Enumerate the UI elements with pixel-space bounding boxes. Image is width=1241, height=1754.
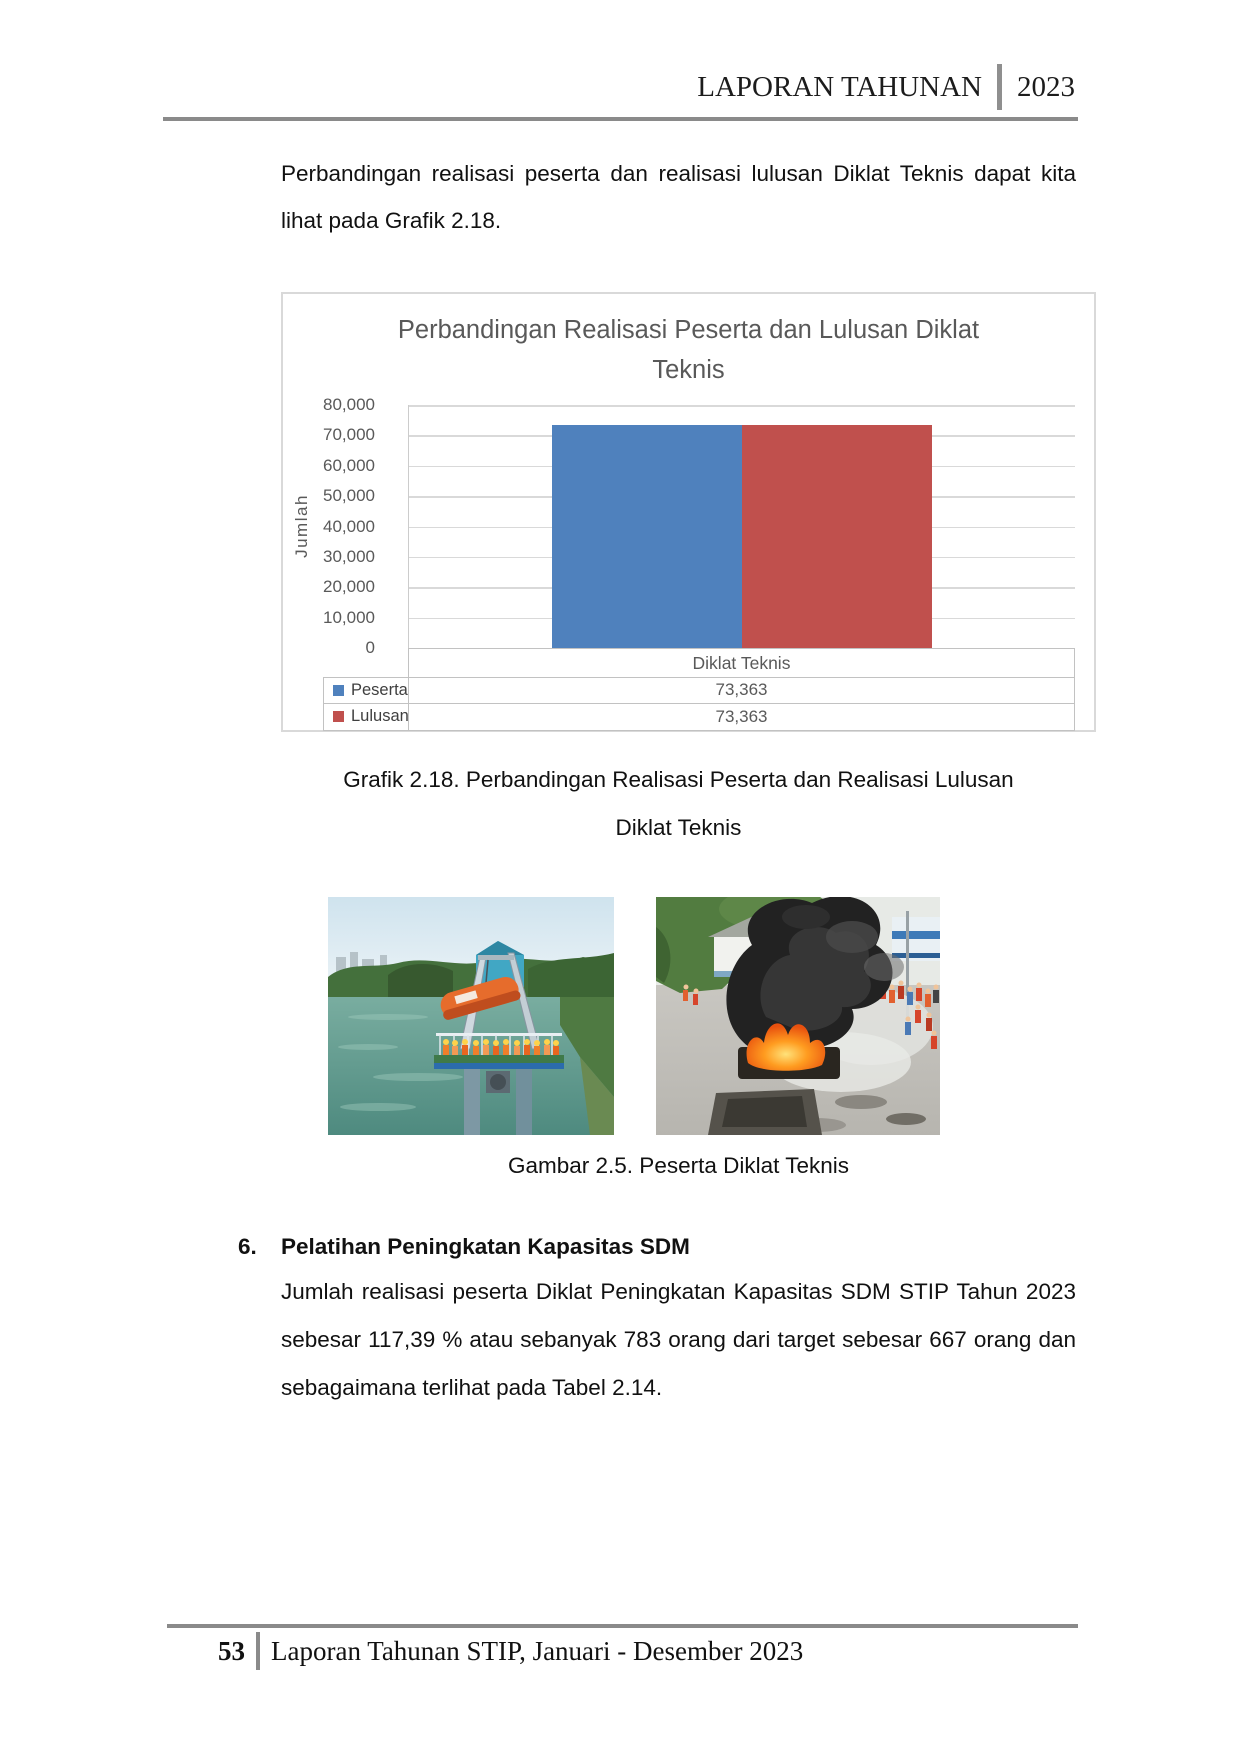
y-tick-label: 60,000 [323,455,375,475]
photo-row [328,897,940,1135]
chart-y-axis-ticks [283,395,393,657]
lifeboat-training-photo [328,897,614,1135]
legend-series-value: 73,363 [715,680,768,699]
y-tick-label: 30,000 [323,546,375,566]
chart-y-axis-label: Jumlah [292,494,311,558]
header-rule [163,117,1078,121]
y-tick-label: 40,000 [323,516,375,536]
page-header [163,64,1075,110]
legend-swatch-icon [333,711,344,722]
y-tick-label: 10,000 [323,607,375,627]
section-number: 6. [238,1234,257,1259]
legend-series-name: Peserta [351,680,408,699]
legend-series-value: 73,363 [715,706,768,726]
legend-swatch-icon [333,685,344,696]
legend-series-name: Lulusan [351,707,409,725]
chart-title [283,310,1094,390]
y-tick-label: 50,000 [323,486,375,506]
page-number: 53 [218,1635,245,1666]
chart-title-line2: Teknis [652,356,725,384]
chart-legend-table [323,677,1075,731]
intro-paragraph: Perbandingan realisasi peserta dan realisasi lulusan Diklat Teknis dapat kita lihat pada Grafik 2.18. [281,161,1076,233]
y-tick-label: 20,000 [323,577,375,597]
bar-lulusan [742,425,932,648]
y-tick-label: 70,000 [323,425,375,445]
chart-caption [281,756,1076,852]
chart-caption-line1: Grafik 2.18. Perbandingan Realisasi Peserta dan Realisasi Lulusan [343,767,1014,792]
photo-caption: Gambar 2.5. Peserta Diklat Teknis [508,1153,849,1178]
chart-category-row [408,648,1075,678]
header-year: 2023 [1017,70,1075,103]
y-tick-label: 0 [365,638,375,657]
bars-group [409,405,1075,648]
bar-chart [281,292,1096,732]
chart-title-line1: Perbandingan Realisasi Peserta dan Lulusan Diklat [397,316,980,344]
bar-peserta [552,425,742,648]
section-paragraph: Jumlah realisasi peserta Diklat Peningkatan Kapasitas SDM STIP Tahun 2023 sebesar 117,39 % atau sebanyak 783 orang dari target sebesar 667 orang dan sebagaimana terlihat pada Tabel 2.14. [281,1279,1076,1400]
legend-row-peserta [323,677,1075,704]
chart-plot-area [408,405,1075,648]
footer-rule [167,1624,1078,1628]
page-footer [218,1632,803,1670]
footer-text: Laporan Tahunan STIP, Januari - Desember 2023 [271,1635,804,1666]
legend-label-cell [324,704,409,730]
header-title: LAPORAN TAHUNAN [697,70,982,103]
chart-category-label: Diklat Teknis [692,652,791,673]
legend-label-cell [324,678,409,703]
y-tick-label: 80,000 [323,395,375,414]
chart-caption-line2: Diklat Teknis [615,815,742,840]
header-divider [997,64,1002,110]
section-heading: Pelatihan Peningkatan Kapasitas SDM [281,1234,690,1259]
footer-divider [256,1632,260,1670]
legend-row-lulusan [323,704,1075,731]
fire-drill-photo [656,897,940,1135]
